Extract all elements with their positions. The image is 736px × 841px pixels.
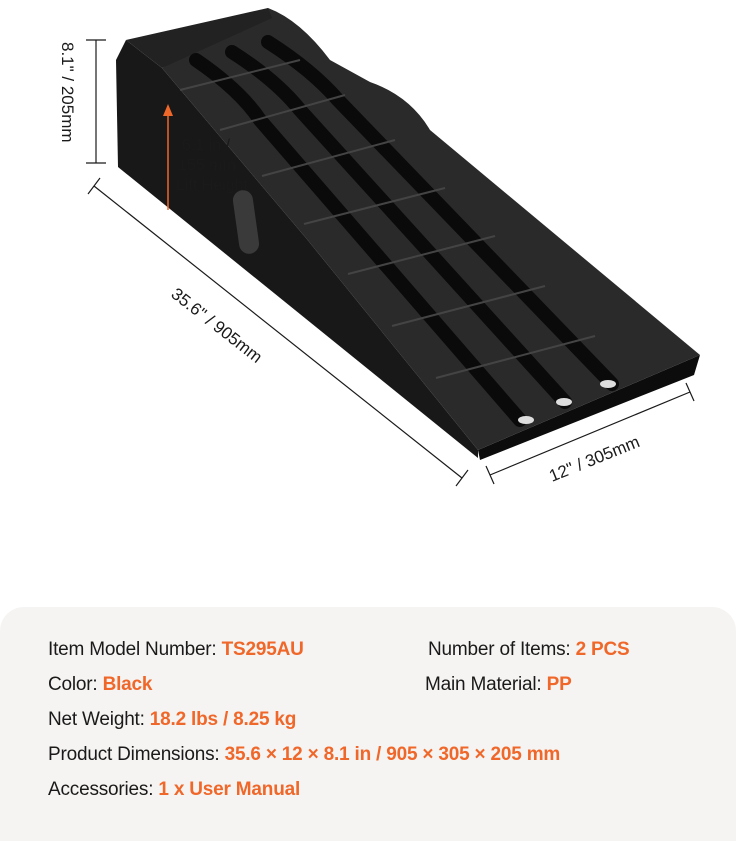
spec-count-value: 2 PCS [575, 639, 630, 660]
spec-dimensions-value: 35.6 × 12 × 8.1 in / 905 × 305 × 205 mm [224, 744, 561, 765]
height-label: 8.1" / 205mm [58, 42, 77, 143]
lift-height-line-3: Lift Height [176, 177, 249, 194]
spec-weight [48, 709, 296, 731]
spec-accessories-value: 1 x User Manual [158, 779, 301, 800]
spec-dimensions-label: Product Dimensions: [48, 744, 225, 765]
spec-material-value: PP [546, 674, 572, 695]
spec-accessories [48, 779, 300, 801]
spec-dimensions [48, 744, 560, 766]
spec-color-value: Black [102, 674, 153, 695]
spec-color [48, 674, 152, 696]
lift-height-line-2: 155 mm [178, 157, 236, 174]
spec-model-label: Item Model Number: [48, 639, 222, 660]
car-ramp-image [116, 8, 700, 460]
spec-material-label: Main Material: [425, 674, 547, 695]
spec-color-label: Color: [48, 674, 103, 695]
length-label: 35.6" / 905mm [167, 284, 266, 367]
spec-accessories-label: Accessories: [48, 779, 159, 800]
spec-model [48, 639, 304, 661]
spec-model-value: TS295AU [221, 639, 304, 660]
spec-count [428, 639, 630, 661]
height-dimension [86, 40, 106, 163]
spec-weight-value: 18.2 lbs / 8.25 kg [149, 709, 297, 730]
specifications-panel [0, 607, 736, 841]
spec-material [425, 674, 572, 696]
spec-weight-label: Net Weight: [48, 709, 150, 730]
width-label: 12" / 305mm [546, 432, 643, 486]
spec-count-label: Number of Items: [428, 639, 576, 660]
lift-height-line-1: 6.1 in / [182, 137, 231, 154]
